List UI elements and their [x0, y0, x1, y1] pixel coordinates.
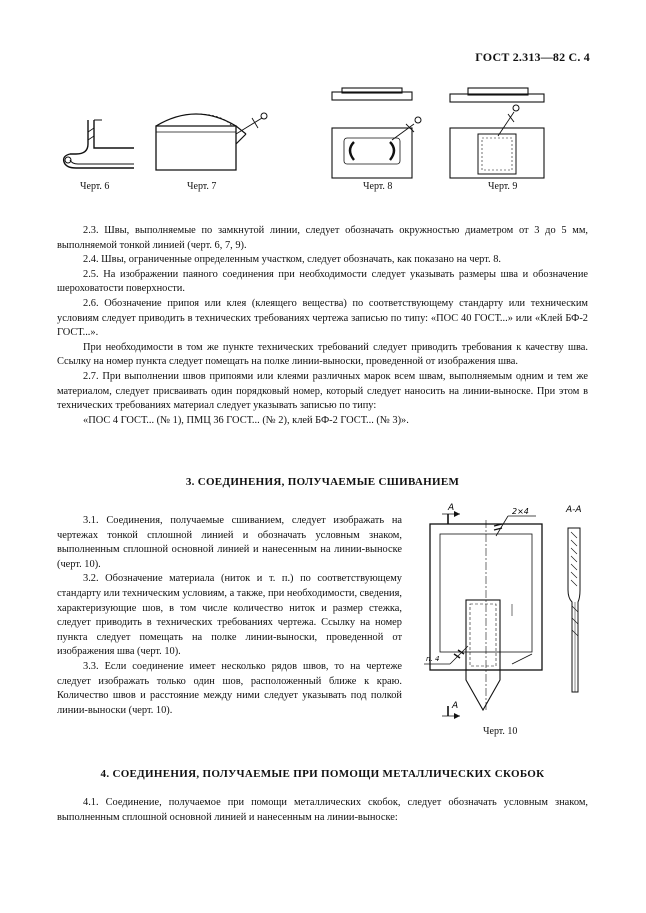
text-block-top — [57, 224, 588, 428]
figure-10-drawing — [420, 494, 590, 724]
paragraph-2-7: 2.7. При выполнении швов припоями или клеями различных марок всем швам, выполняемым одним и тем же материалом, следует присваивать один порядковый номер, который следует наносить на линии-выноске. При этом в технических требованиях материал следует указывать записью по типу: — [57, 370, 588, 412]
paragraph-2-5: 2.5. На изображении паяного соединения при необходимости следует указывать размеры шва и обозначение шероховатости поверхности. — [57, 268, 588, 295]
figure-8-caption: Черт. 8 — [363, 181, 393, 192]
figure-9-drawing — [448, 84, 548, 180]
section-4-title: 4. СОЕДИНЕНИЯ, ПОЛУЧАЕМЫЕ ПРИ ПОМОЩИ МЕТАЛЛИЧЕСКИХ СКОБОК — [100, 768, 545, 780]
paragraph-2-7-example: «ПОС 4 ГОСТ... (№ 1), ПМЦ 36 ГОСТ... (№ 2), клей БФ-2 ГОСТ... (№ 3)». — [83, 414, 409, 426]
figure-9-caption: Черт. 9 — [488, 181, 518, 192]
paragraph-4-1: 4.1. Соединение, получаемое при помощи металлических скобок, следует обозначать условным знаком, выполненным сплошной основной линией и нанесенным на линии-выноске: — [57, 797, 588, 823]
page-header: ГОСТ 2.313—82 С. 4 — [475, 50, 590, 64]
section-mark-label-top: А — [448, 503, 455, 513]
paragraph-2-4: 2.4. Швы, ограниченные определенным участком, следует обозначать, как показано на черт. 8. — [83, 254, 501, 266]
paragraph-2-3: 2.3. Швы, выполняемые по замкнутой линии, следует обозначать окружностью диаметром от 3 до 5 мм, выполняемой тонкой линией (черт. 6, 7, 9). — [57, 225, 588, 251]
text-block-section-3 — [57, 514, 402, 718]
paragraph-2-6-cont: При необходимости в том же пункте технических требований следует приводить требования к качеству шва. Ссылку на номер пункта следует помещать на полке линии-выноски, проведенной от изображения шва. — [57, 341, 588, 368]
stitch-label: 2×4 — [512, 507, 529, 516]
figure-6-drawing — [58, 118, 138, 178]
figure-6-caption: Черт. 6 — [80, 181, 110, 192]
text-block-section-4 — [57, 796, 588, 825]
figure-7-drawing — [152, 104, 272, 174]
figure-10-caption: Черт. 10 — [483, 726, 518, 737]
figure-8-drawing — [330, 84, 440, 180]
paragraph-2-6: 2.6. Обозначение припоя или клея (клеящего вещества) по соответствующему стандарту или техническим условиям следует приводить в технических требованиях чертежа записью по типу: «ПОС 40 ГОСТ...» или «Клей БФ-2 ГОСТ...». — [57, 297, 588, 339]
section-3-title: 3. СОЕДИНЕНИЯ, ПОЛУЧАЕМЫЕ СШИВАНИЕМ — [185, 476, 460, 488]
section-view-label: А-А — [566, 505, 582, 515]
section-mark-label-bottom: А — [452, 701, 459, 711]
paragraph-3-1: 3.1. Соединения, получаемые сшиванием, следует изображать на чертежах тонкой сплошной линией и обозначать условным знаком, выполненным сплошной основной линией и нанесенным на линии-выноске (черт. 10). — [57, 515, 402, 570]
item-label: п. 4 — [426, 655, 440, 663]
paragraph-3-3: 3.3. Если соединение имеет несколько рядов швов, то на чертеже следует изображать только один шов, расположенный ближе к краю. Количество швов и расстояние между ними следует указывать под полкой линии-выноски (черт. 10). — [57, 660, 402, 716]
figure-7-caption: Черт. 7 — [187, 181, 217, 192]
paragraph-3-2: 3.2. Обозначение материала (ниток и т. п.) по соответствующему стандарту или техническим условиям, а также, при необходимости, сведения, характеризующие шов, в том числе количество ниток и размер стежка, следует приводить в технических требованиях чертежа. Ссылку на номер пункта следует помещать на полке линии-выноски, проведенной от изображения шва (черт. 10). — [57, 573, 402, 658]
